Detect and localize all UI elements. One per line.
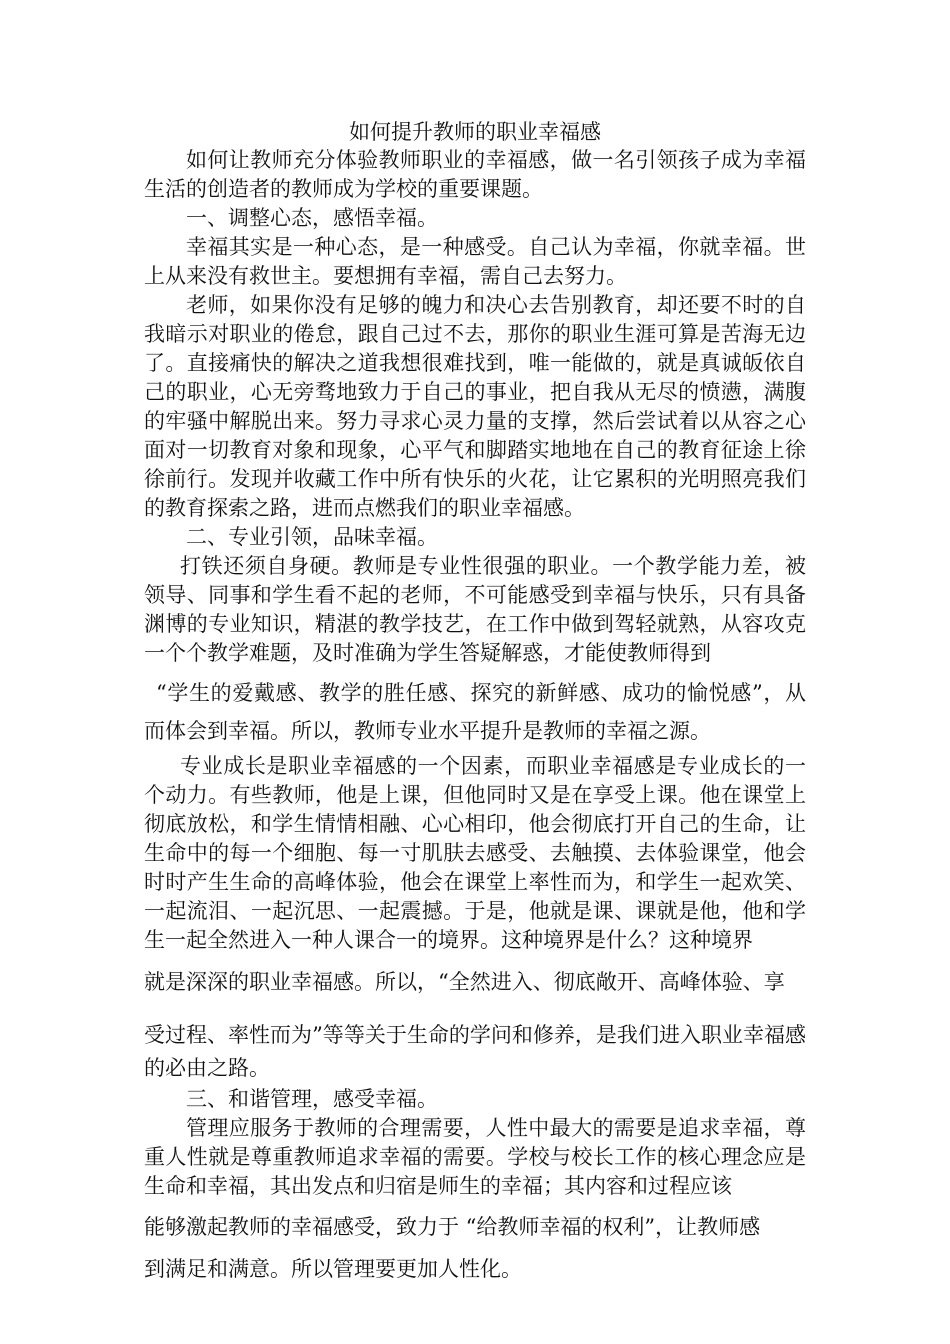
paragraph-management-conclusion: 到满足和满意。所以管理要更加人性化。 — [144, 1257, 522, 1281]
paragraph-quote-joy: “学生的爱戴感、教学的胜任感、探究的新鲜感、成功的愉悦感”，从而体会到幸福。所以，教师专业水平提升是教师的幸福之源。 — [144, 681, 806, 743]
paragraph-professional-skill: 打铁还须自身硬。教师是专业性很强的职业。一个教学能力差，被领导、同事和学生看不起的老师，不可能感受到幸福与快乐，只有具备渊博的专业知识，精湛的教学技艺，在工作中做到驾轻就熟，从容攻克一个个教学难题，及时准确为学生答疑解惑，才能使教师得到 — [144, 554, 806, 665]
section-heading-2: 二、专业引领，品味幸福。 — [186, 525, 438, 549]
document-page — [144, 118, 806, 1287]
intro-paragraph: 如何让教师充分体验教师职业的幸福感，做一名引领孩子成为幸福生活的创造者的教师成为学校的重要课题。 — [144, 148, 806, 201]
paragraph-process-enjoyment: 受过程、率性而为”等等关于生命的学问和修养，是我们进入职业幸福感的必由之路。 — [144, 1023, 806, 1080]
paragraph-deep-happiness: 就是深深的职业幸福感。所以，“全然进入、彻底敞开、高峰体验、享 — [144, 970, 785, 994]
paragraph-management-needs: 管理应服务于教师的合理需要，人性中最大的需要是追求幸福，尊重人性就是尊重教师追求幸福的需要。学校与校长工作的核心理念应是生命和幸福，其出发点和归宿是师生的幸福；其内容和过程应该 — [144, 1116, 806, 1198]
section-heading-1: 一、调整心态，感悟幸福。 — [186, 206, 438, 230]
section-heading-3: 三、和谐管理，感受幸福。 — [186, 1087, 438, 1111]
paragraph-teacher-career: 老师，如果你没有足够的魄力和决心去告别教育，却还要不时的自我暗示对职业的倦怠，跟自己过不去，那你的职业生涯可算是苦海无边了。直接痛快的解决之道我想很难找到，唯一能做的，就是真诚皈依自己的职业，心无旁骛地致力于自己的事业，把自我从无尽的愤懑，满腹的牢骚中解脱出来。努力寻求心灵力量的支撑，然后尝试着以从容之心面对一切教育对象和现象，心平气和脚踏实地地在自己的教育征途上徐徐前行。发现并收藏工作中所有快乐的火花，让它累积的光明照亮我们的教育探索之路，进而点燃我们的职业幸福感。 — [144, 293, 806, 520]
document-title: 如何提升教师的职业幸福感 — [349, 120, 601, 144]
paragraph-happiness-mindset: 幸福其实是一种心态，是一种感受。自己认为幸福，你就幸福。世上从来没有救世主。要想拥有幸福，需自己去努力。 — [144, 235, 806, 288]
paragraph-professional-growth: 专业成长是职业幸福感的一个因素，而职业幸福感是专业成长的一个动力。有些教师，他是上课，但他同时又是在享受上课。他在课堂上彻底放松，和学生情情相融、心心相印，他会彻底打开自己的生命，让生命中的每一个细胞、每一寸肌肤去感受、去触摸、去体验课堂，他会时时产生生命的高峰体验，他会在课堂上率性而为，和学生一起欢笑、一起流泪、一起沉思、一起震撼。于是，他就是课、课就是他，他和学生一起全然进入一种人课合一的境界。这种境界是什么？这种境界 — [144, 754, 806, 952]
paragraph-management-rights: 能够激起教师的幸福感受，致力于 “给教师幸福的权利”，让教师感 — [144, 1215, 761, 1239]
